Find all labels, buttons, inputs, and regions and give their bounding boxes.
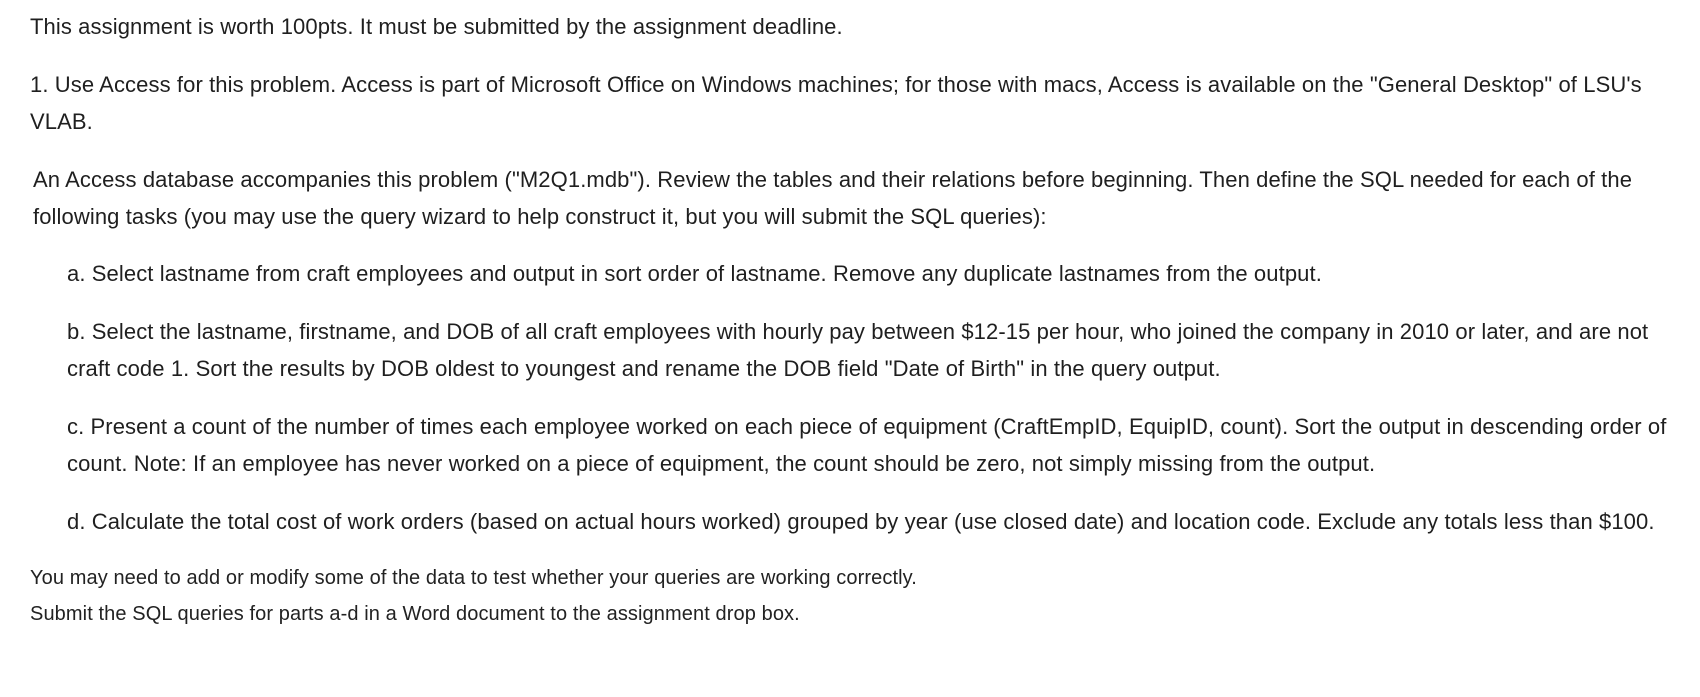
task-d: d. Calculate the total cost of work orders (based on actual hours worked) grouped by year (use closed date) and location code. Exclude any totals less than $100.	[67, 509, 1655, 534]
task-a: a. Select lastname from craft employees and output in sort order of lastname. Remove any duplicate lastnames from the output.	[67, 261, 1322, 286]
task-list	[30, 255, 1676, 540]
task-c: c. Present a count of the number of times each employee worked on each piece of equipment (CraftEmpID, EquipID, count). Sort the output in descending order of count. Note: If an employee has never worked on a piece of equipment, the count should be zero, not simply missing from the output.	[67, 414, 1667, 476]
database-description: An Access database accompanies this problem ("M2Q1.mdb"). Review the tables and their relations before beginning. Then define the SQL needed for each of the following tasks (you may use the query wizard to help construct it, but you will submit the SQL queries):	[33, 167, 1633, 229]
task-b: b. Select the lastname, firstname, and DOB of all craft employees with hourly pay between $12-15 per hour, who joined the company in 2010 or later, and are not craft code 1. Sort the results by DOB oldest to youngest and rename the DOB field "Date of Birth" in the query output.	[67, 319, 1649, 381]
submission-instruction: Submit the SQL queries for parts a-d in a Word document to the assignment drop box.	[30, 603, 800, 625]
problem-statement: 1. Use Access for this problem. Access is part of Microsoft Office on Windows machines; for those with macs, Access is available on the "General Desktop" of LSU's VLAB.	[30, 72, 1642, 134]
submission-notes	[30, 560, 1676, 632]
testing-note: You may need to add or modify some of the data to test whether your queries are working correctly.	[30, 567, 917, 589]
intro-text: This assignment is worth 100pts. It must be submitted by the assignment deadline.	[30, 14, 843, 39]
